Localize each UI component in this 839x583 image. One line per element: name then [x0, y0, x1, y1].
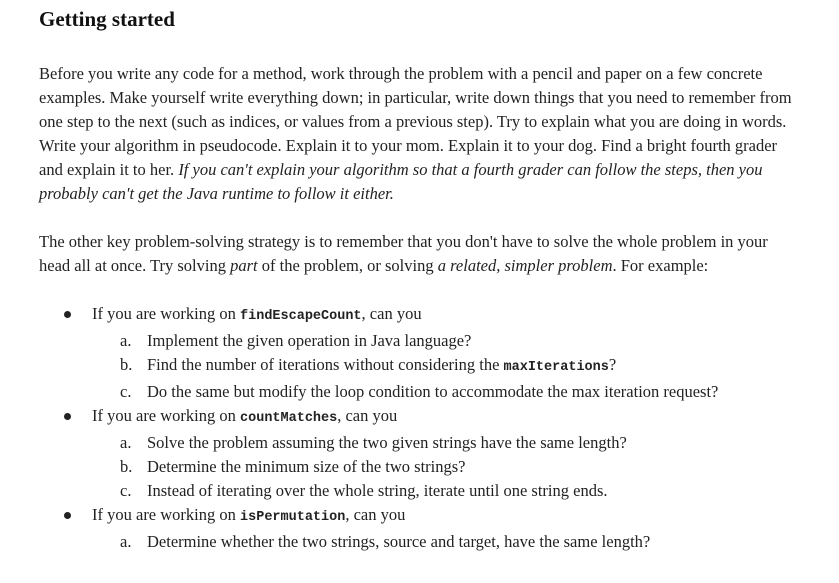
- sub-list-text: Implement the given operation in Java language?: [147, 331, 472, 350]
- sub-list-text: Solve the problem assuming the two given strings have the same length?: [147, 433, 627, 452]
- sub-list-item: [92, 380, 799, 404]
- intro-text: Before you write any code for a method, work through the problem with a pencil and paper on a few concrete examples. Make yourself write everything down; in particular, write down things that you need to remember from one step to the next (such as indices, or values from a previous step). Try to explain what you are doing in words. Write your algorithm in pseudocode. Explain it to your mom. Explain it to your dog. Find a bright fourth grader and explain it to her.: [39, 64, 792, 179]
- sub-list-item: [92, 455, 799, 479]
- variable-name-code: maxIterations: [503, 360, 609, 375]
- sub-list-text: Instead of iterating over the whole string, iterate until one string ends.: [147, 481, 608, 500]
- bullet-icon: [64, 413, 71, 420]
- sub-list: [92, 431, 799, 503]
- sub-list-marker: b.: [120, 355, 133, 374]
- method-name-code: countMatches: [240, 411, 338, 426]
- sub-list: [92, 530, 799, 554]
- strategy-paragraph: [39, 230, 796, 278]
- sub-list-text: Find the number of iterations without considering the: [147, 355, 504, 374]
- sub-list-text: Determine the minimum size of the two strings?: [147, 457, 466, 476]
- list-item-prefix: If you are working on: [92, 304, 241, 323]
- sub-list-marker: b.: [120, 457, 133, 476]
- strategy-text-2: of the problem, or solving: [257, 256, 438, 275]
- list-item-suffix: , can you: [345, 505, 406, 524]
- list-item-is-permutation: [39, 503, 799, 554]
- sub-list-marker: a.: [120, 433, 132, 452]
- strategy-emphasis-related: a related, simpler problem: [437, 256, 613, 275]
- method-name-code: isPermutation: [240, 510, 346, 525]
- sub-list-marker: a.: [120, 532, 132, 551]
- list-item-prefix: If you are working on: [92, 406, 241, 425]
- sub-list-item: [92, 530, 799, 554]
- sub-list-item: [92, 353, 799, 380]
- sub-list-item: [92, 431, 799, 455]
- sub-list-item: [92, 329, 799, 353]
- sub-list: [92, 329, 799, 404]
- bullet-icon: [64, 311, 71, 318]
- page-title: Getting started: [39, 7, 175, 31]
- list-item-suffix: , can you: [337, 406, 398, 425]
- strategy-text-1: The other key problem-solving strategy is to remember that you don't have to solve the whole problem in your head all at once. Try solving: [39, 232, 768, 275]
- sub-list-marker: c.: [120, 481, 132, 500]
- sub-list-item: [92, 479, 799, 503]
- method-name-code: findEscapeCount: [240, 309, 362, 324]
- sub-list-text: Determine whether the two strings, source and target, have the same length?: [147, 532, 651, 551]
- sub-list-text: Do the same but modify the loop condition to accommodate the max iteration request?: [147, 382, 719, 401]
- list-item-prefix: If you are working on: [92, 505, 241, 524]
- sub-list-marker: a.: [120, 331, 132, 350]
- bullet-icon: [64, 512, 71, 519]
- list-item-count-matches: [39, 404, 799, 503]
- list-item-find-escape-count: [39, 302, 799, 404]
- sub-list-text-after: ?: [608, 355, 617, 374]
- strategy-emphasis-part: part: [230, 256, 258, 275]
- list-item-suffix: , can you: [361, 304, 422, 323]
- strategy-text-3: . For example:: [612, 256, 709, 275]
- sub-list-marker: c.: [120, 382, 132, 401]
- example-list: [39, 302, 799, 554]
- intro-paragraph: [39, 62, 796, 206]
- intro-italic-text: If you can't explain your algorithm so that a fourth grader can follow the steps, then you probably can't get the Java runtime to follow it either.: [39, 160, 763, 203]
